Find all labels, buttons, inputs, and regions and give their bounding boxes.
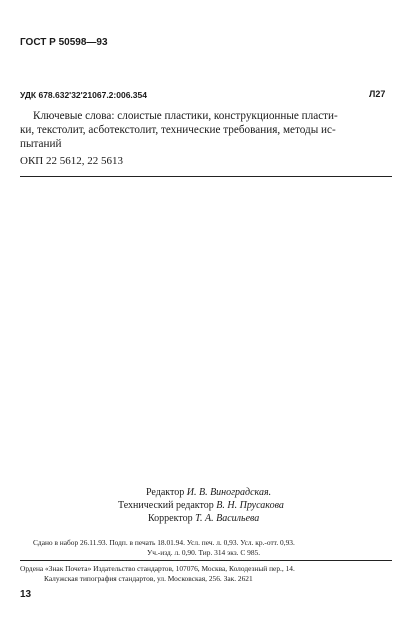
keywords-line-1: Ключевые слова: слоистые пластики, конструкционные пласти- (33, 110, 338, 122)
standard-designation: ГОСТ Р 50598—93 (20, 37, 108, 48)
credit-proofreader-role: Корректор (148, 513, 193, 524)
print-info-line-2: Уч.-изд. л. 0,90. Тир. 314 экз. С 985. (147, 548, 261, 557)
publisher-line-1: Ордена «Знак Почета» Издательство стандартов, 107076, Москва, Колодезный пер., 14. (20, 564, 295, 573)
okp-codes: ОКП 22 5612, 22 5613 (20, 155, 123, 167)
credit-tech-editor-role: Технический редактор (118, 500, 214, 511)
print-info-line-1: Сдано в набор 26.11.93. Подп. в печать 18.01.94. Усл. печ. л. 0,93. Усл. кр.-отт. 0,93. (33, 538, 295, 547)
section-divider-top (20, 176, 392, 177)
credit-tech-editor (118, 500, 284, 511)
section-divider-bottom (20, 560, 392, 561)
page-number: 13 (20, 589, 32, 600)
credit-proofreader (148, 513, 259, 524)
credit-proofreader-name: Т. А. Васильева (195, 513, 260, 524)
keywords-line-3: пытаний (20, 138, 62, 150)
keywords-line-2: ки, текстолит, асботекстолит, технические требования, методы ис- (20, 124, 336, 136)
credit-editor-name: И. В. Виноградская. (186, 487, 272, 498)
credit-editor (146, 487, 271, 498)
credit-editor-role: Редактор (146, 487, 185, 498)
udk-code: УДК 678.632'32'21067.2:006.354 (20, 90, 147, 100)
publisher-line-2: Калужская типография стандартов, ул. Московская, 256. Зак. 2621 (44, 574, 253, 583)
credit-tech-editor-name: В. Н. Прусакова (216, 500, 284, 511)
classification-group: Л27 (369, 89, 386, 99)
